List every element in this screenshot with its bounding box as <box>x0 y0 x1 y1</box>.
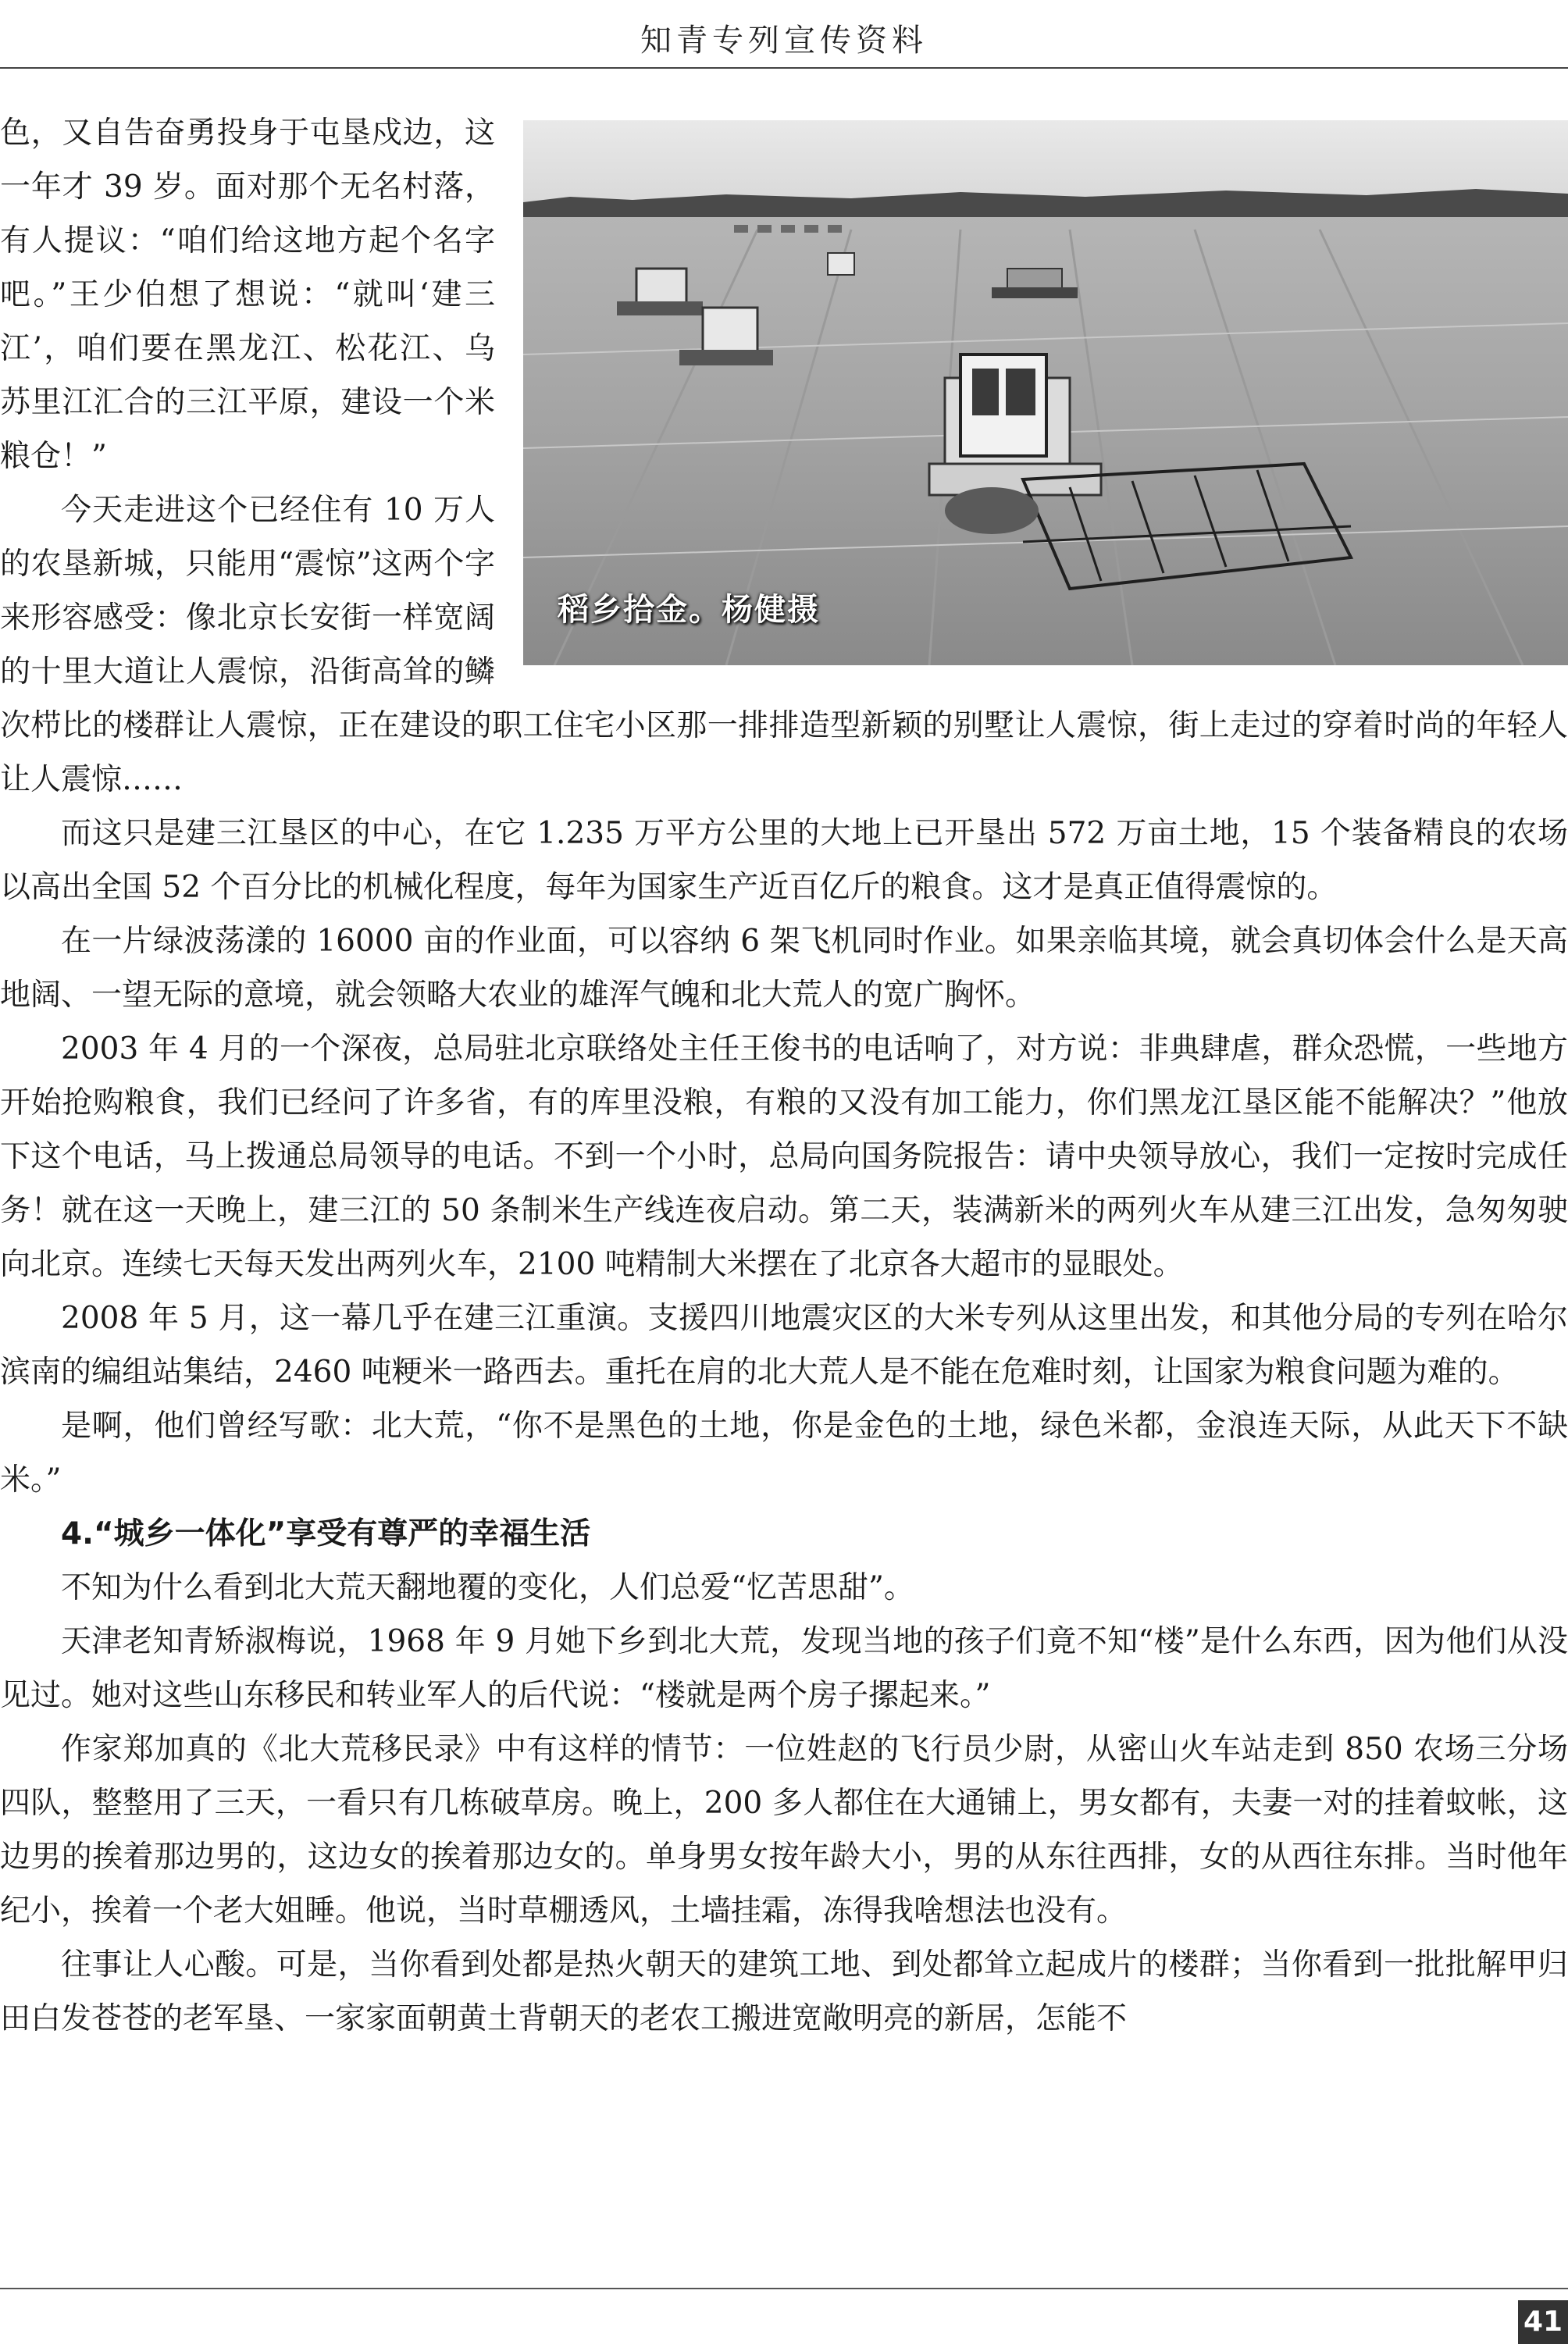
paragraph-2: 今天走进这个已经住有 10 万人的农垦新城，只能用“震惊”这两个字来形容感受：像北京长安街一样宽阔的十里大道让人震惊，沿街高耸的鳞次栉比的楼群让人震惊，正在建设的职工住宅小区那一排排造型新颖的别墅让人震惊，街上走过的穿着时尚的年轻人让人震惊…… <box>0 493 1568 797</box>
paragraph-7: 是啊，他们曾经写歌：北大荒，“你不是黑色的土地，你是金色的土地，绿色米都，金浪连天际，从此天下不缺米。” <box>0 1409 1568 1498</box>
paragraph-11: 往事让人心酸。可是，当你看到处都是热火朝天的建筑工地、到处都耸立起成片的楼群；当你看到一批批解甲归田白发苍苍的老军垦、一家家面朝黄土背朝天的老农工搬进宽敞明亮的新居，怎能不 <box>0 1947 1568 2036</box>
page-header <box>0 0 1568 69</box>
header-title: 知青专列宣传资料 <box>640 23 928 59</box>
section-heading: 4.“城乡一体化”享受有尊严的幸福生活 <box>61 1516 591 1551</box>
paragraph-5: 2003 年 4 月的一个深夜，总局驻北京联络处主任王俊书的电话响了，对方说：非典肆虐，群众恐慌，一些地方开始抢购粮食，我们已经问了许多省，有的库里没粮，有粮的又没有加工能力，你们黑龙江垦区能不能解决？”他放下这个电话，马上拨通总局领导的电话。不到一个小时，总局向国务院报告：请中央领导放心，我们一定按时完成任务！就在这一天晚上，建三江的 50 条制米生产线连夜启动。第二天，装满新米的两列火车从建三江出发，急匆匆驶向北京。连续七天每天发出两列火车，2100 吨精制大米摆在了北京各大超市的显眼处。 <box>0 1031 1568 1282</box>
paragraph-3: 而这只是建三江垦区的中心，在它 1.235 万平方公里的大地上已开垦出 572 万亩土地，15 个装备精良的农场以高出全国 52 个百分比的机械化程度，每年为国家生产近百亿斤的粮食。这才是真正值得震惊的。 <box>0 816 1568 905</box>
paragraph-10: 作家郑加真的《北大荒移民录》中有这样的情节：一位姓赵的飞行员少尉，从密山火车站走到 850 农场三分场四队，整整用了三天，一看只有几栋破草房。晚上，200 多人都住在大通铺上，男女都有，夫妻一对的挂着蚊帐，这边男的挨着那边男的，这边女的挨着那边女的。单身男女按年龄大小，男的从东往西排，女的从西往东排。当时他年纪小，挨着一个老大姐睡。他说，当时草棚透风，土墙挂霜，冻得我啥想法也没有。 <box>0 1732 1568 1929</box>
header-rule <box>0 67 1568 69</box>
photo-caption: 稻乡拾金。杨健摄 <box>558 592 820 628</box>
harvest-photo <box>523 120 1568 665</box>
paragraph-4: 在一片绿波荡漾的 16000 亩的作业面，可以容纳 6 架飞机同时作业。如果亲临其境，就会真切体会什么是天高地阔、一望无际的意境，就会领略大农业的雄浑气魄和北大荒人的宽广胸怀。 <box>0 924 1568 1013</box>
footer-rule <box>0 2288 1568 2289</box>
page-number: 41 <box>1518 2300 1568 2344</box>
paragraph-6: 2008 年 5 月，这一幕几乎在建三江重演。支援四川地震灾区的大米专列从这里出发，和其他分局的专列在哈尔滨南的编组站集结，2460 吨粳米一路西去。重托在肩的北大荒人是不能在危难时刻，让国家为粮食问题为难的。 <box>0 1301 1568 1390</box>
paragraph-1: 色，又自告奋勇投身于屯垦戍边，这一年才 39 岁。面对那个无名村落，有人提议：“咱们给这地方起个名字吧。”王少伯想了想说：“就叫‘建三江’，咱们要在黑龙江、松花江、乌苏里江汇合的三江平原，建设一个米粮仓！” <box>0 116 495 474</box>
paragraph-8: 不知为什么看到北大荒天翻地覆的变化，人们总爱“忆苦思甜”。 <box>61 1570 914 1605</box>
article-body <box>0 106 1568 2046</box>
paragraph-9: 天津老知青矫淑梅说，1968 年 9 月她下乡到北大荒，发现当地的孩子们竟不知“楼”是什么东西，因为他们从没见过。她对这些山东移民和转业军人的后代说：“楼就是两个房子摞起来。” <box>0 1624 1568 1713</box>
